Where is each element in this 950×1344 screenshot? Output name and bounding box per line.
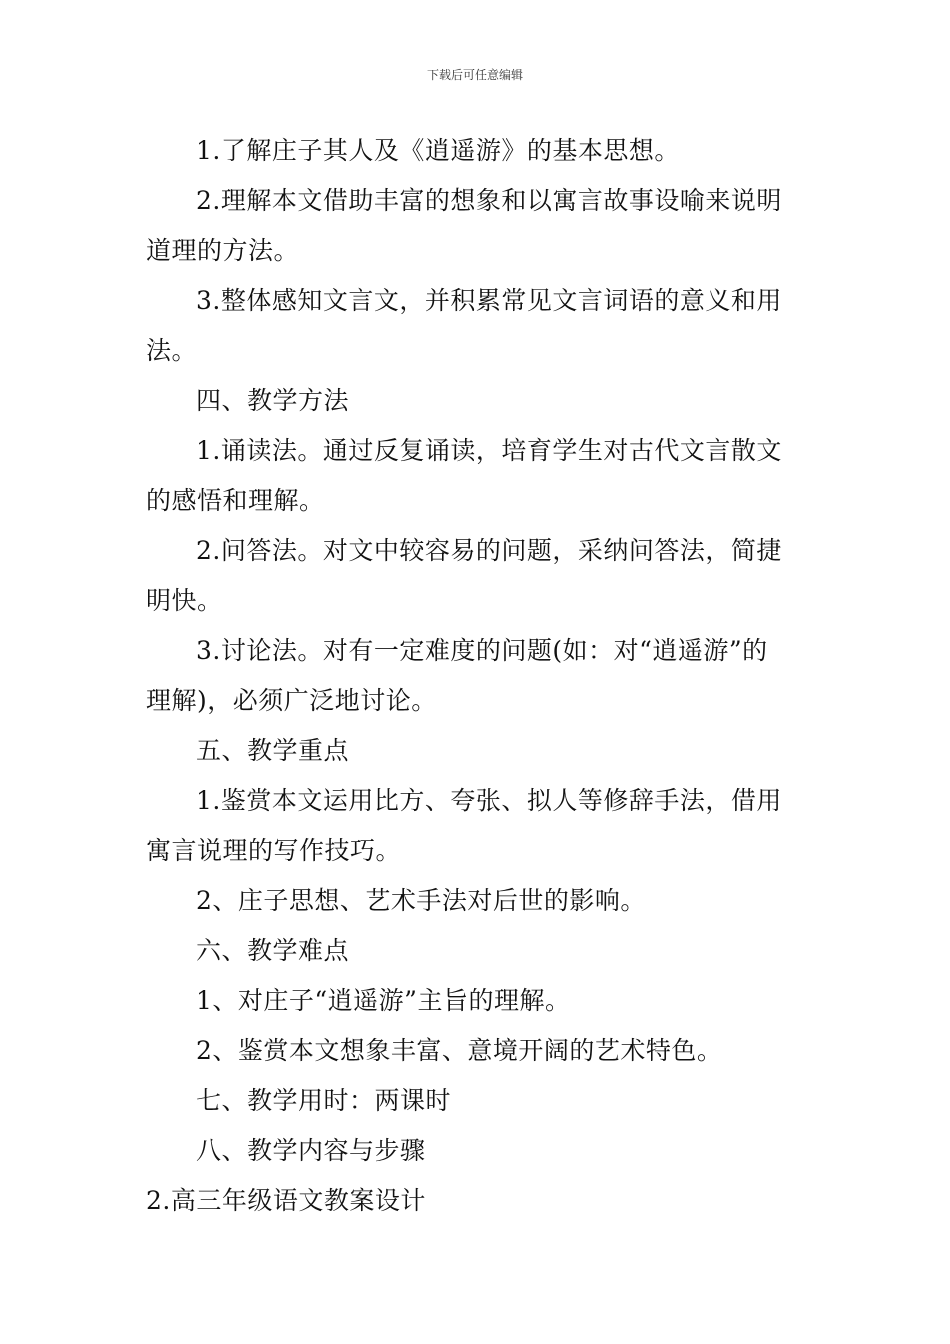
objective-3-cont: 法。 [146,336,198,365]
page-header: 下载后可任意编辑 [426,68,523,82]
section-heading-steps: 八、教学内容与步骤 [196,1136,426,1165]
method-3: 3.讨论法。对有一定难度的问题(如：对“逍遥游”的 [196,636,768,665]
method-1: 1.诵读法。通过反复诵读，培育学生对古代文言散文 [196,436,782,465]
objective-2: 2.理解本文借助丰富的想象和以寓言故事设喻来说明 [196,186,782,215]
method-3-cont: 理解)，必须广泛地讨论。 [146,686,437,715]
difficulty-1: 1、对庄子“逍遥游”主旨的理解。 [196,986,571,1015]
method-1-cont: 的感悟和理解。 [146,486,325,515]
section-heading-key-points: 五、教学重点 [196,736,350,765]
section-heading-time: 七、教学用时：两课时 [196,1086,452,1115]
document-title-next: 2.高三年级语文教案设计 [146,1186,426,1215]
objective-3: 3.整体感知文言文，并积累常见文言词语的意义和用 [196,286,782,315]
method-2: 2.问答法。对文中较容易的问题，采纳问答法，简捷 [196,536,782,565]
difficulty-2: 2、鉴赏本文想象丰富、意境开阔的艺术特色。 [196,1036,723,1065]
key-point-1: 1.鉴赏本文运用比方、夸张、拟人等修辞手法，借用 [196,786,782,815]
key-point-1-cont: 寓言说理的写作技巧。 [146,836,402,865]
key-point-2: 2、庄子思想、艺术手法对后世的影响。 [196,886,646,915]
section-heading-methods: 四、教学方法 [196,386,350,415]
objective-2-cont: 道理的方法。 [146,236,300,265]
objective-1: 1.了解庄子其人及《逍遥游》的基本思想。 [196,136,680,165]
document-body [146,126,808,1226]
method-2-cont: 明快。 [146,586,223,615]
section-heading-difficulties: 六、教学难点 [196,936,350,965]
